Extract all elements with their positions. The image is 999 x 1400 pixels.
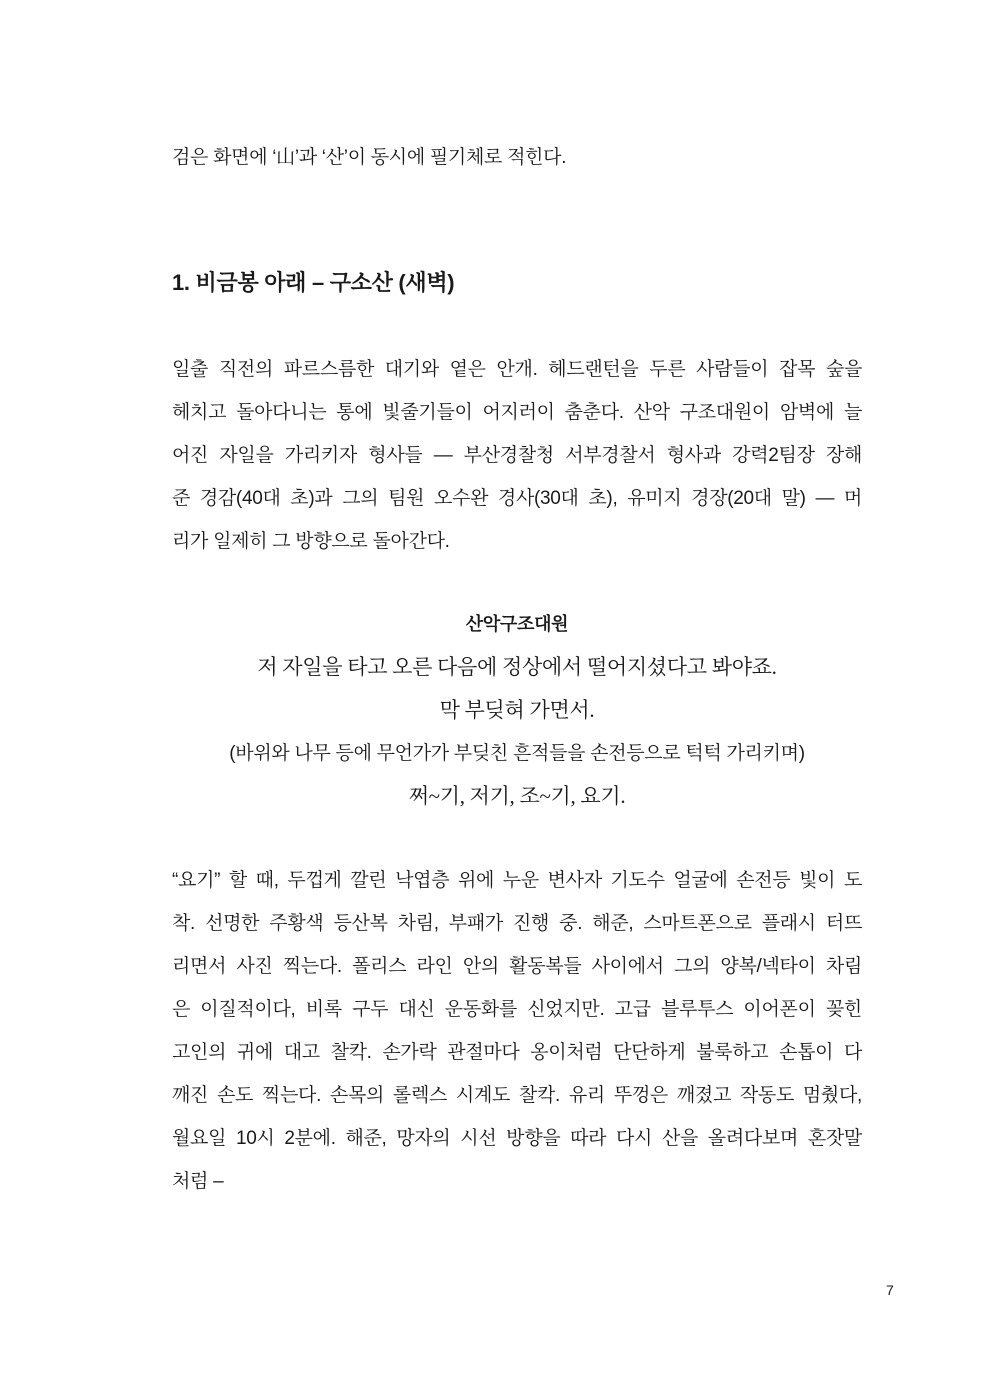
paragraph-line: 착. 선명한 주황색 등산복 차림, 부패가 진행 중. 해준, 스마트폰으로 플래시 터뜨 xyxy=(172,913,862,934)
dialogue-block xyxy=(172,603,862,818)
section-heading: 1. 비금봉 아래 – 구소산 (새벽) xyxy=(172,270,455,295)
stage-direction: (바위와 나무 등에 무언가가 부딪친 흔적들을 손전등으로 턱턱 가리키며) xyxy=(229,743,805,764)
intro-line-block xyxy=(172,136,862,179)
paragraph-line: 은 이질적이다, 비록 구두 대신 운동화를 신었지만. 고급 블루투스 이어폰이 꽂힌 xyxy=(172,999,862,1020)
dialogue-line: 쩌~기, 저기, 조~기, 요기. xyxy=(408,784,626,808)
section-heading-block xyxy=(172,268,862,311)
page-number: 7 xyxy=(886,1282,894,1298)
intro-line: 검은 화면에 ‘山’과 ‘산’이 동시에 필기체로 적힌다. xyxy=(172,147,567,168)
dialogue-speaker: 산악구조대원 xyxy=(465,614,569,634)
paragraph-line: 헤치고 돌아다니는 통에 빛줄기들이 어지러이 춤춘다. 산악 구조대원이 암벽에 늘 xyxy=(172,402,862,423)
paragraph-line: 월요일 10시 2분에. 해준, 망자의 시선 방향을 따라 다시 산을 올려다보며 혼잣말 xyxy=(172,1128,862,1149)
paragraph-line: “요기” 할 때, 두껍게 깔린 낙엽층 위에 누운 변사자 기도수 얼굴에 손전등 빛이 도 xyxy=(172,870,862,891)
paragraph-1 xyxy=(172,348,862,563)
dialogue-line: 저 자일을 타고 오른 다음에 정상에서 떨어지셨다고 봐야죠. xyxy=(257,655,777,679)
paragraph-line: 깨진 손도 찍는다. 손목의 롤렉스 시계도 찰칵. 유리 뚜껑은 깨졌고 작동도 멈췄다, xyxy=(172,1085,862,1106)
paragraph-line: 어진 자일을 가리키자 형사들 — 부산경찰청 서부경찰서 형사과 강력2팀장 장해 xyxy=(172,445,862,466)
paragraph-line: 일출 직전의 파르스름한 대기와 옅은 안개. 헤드랜턴을 두른 사람들이 잡목 숲을 xyxy=(172,359,862,380)
paragraph-line: 고인의 귀에 대고 찰칵. 손가락 관절마다 옹이처럼 단단하게 불룩하고 손톱이 다 xyxy=(172,1042,862,1063)
paragraph-line: 리가 일제히 그 방향으로 돌아간다. xyxy=(172,531,450,552)
paragraph-line: 준 경감(40대 초)과 그의 팀원 오수완 경사(30대 초), 유미지 경장(20대 말) — 머 xyxy=(172,488,862,509)
paragraph-2 xyxy=(172,859,862,1203)
dialogue-line: 막 부딪혀 가면서. xyxy=(439,698,595,722)
paragraph-line: 리면서 사진 찍는다. 폴리스 라인 안의 활동복들 사이에서 그의 양복/넥타이 차림 xyxy=(172,956,862,977)
paragraph-line: 처럼 – xyxy=(172,1171,224,1192)
